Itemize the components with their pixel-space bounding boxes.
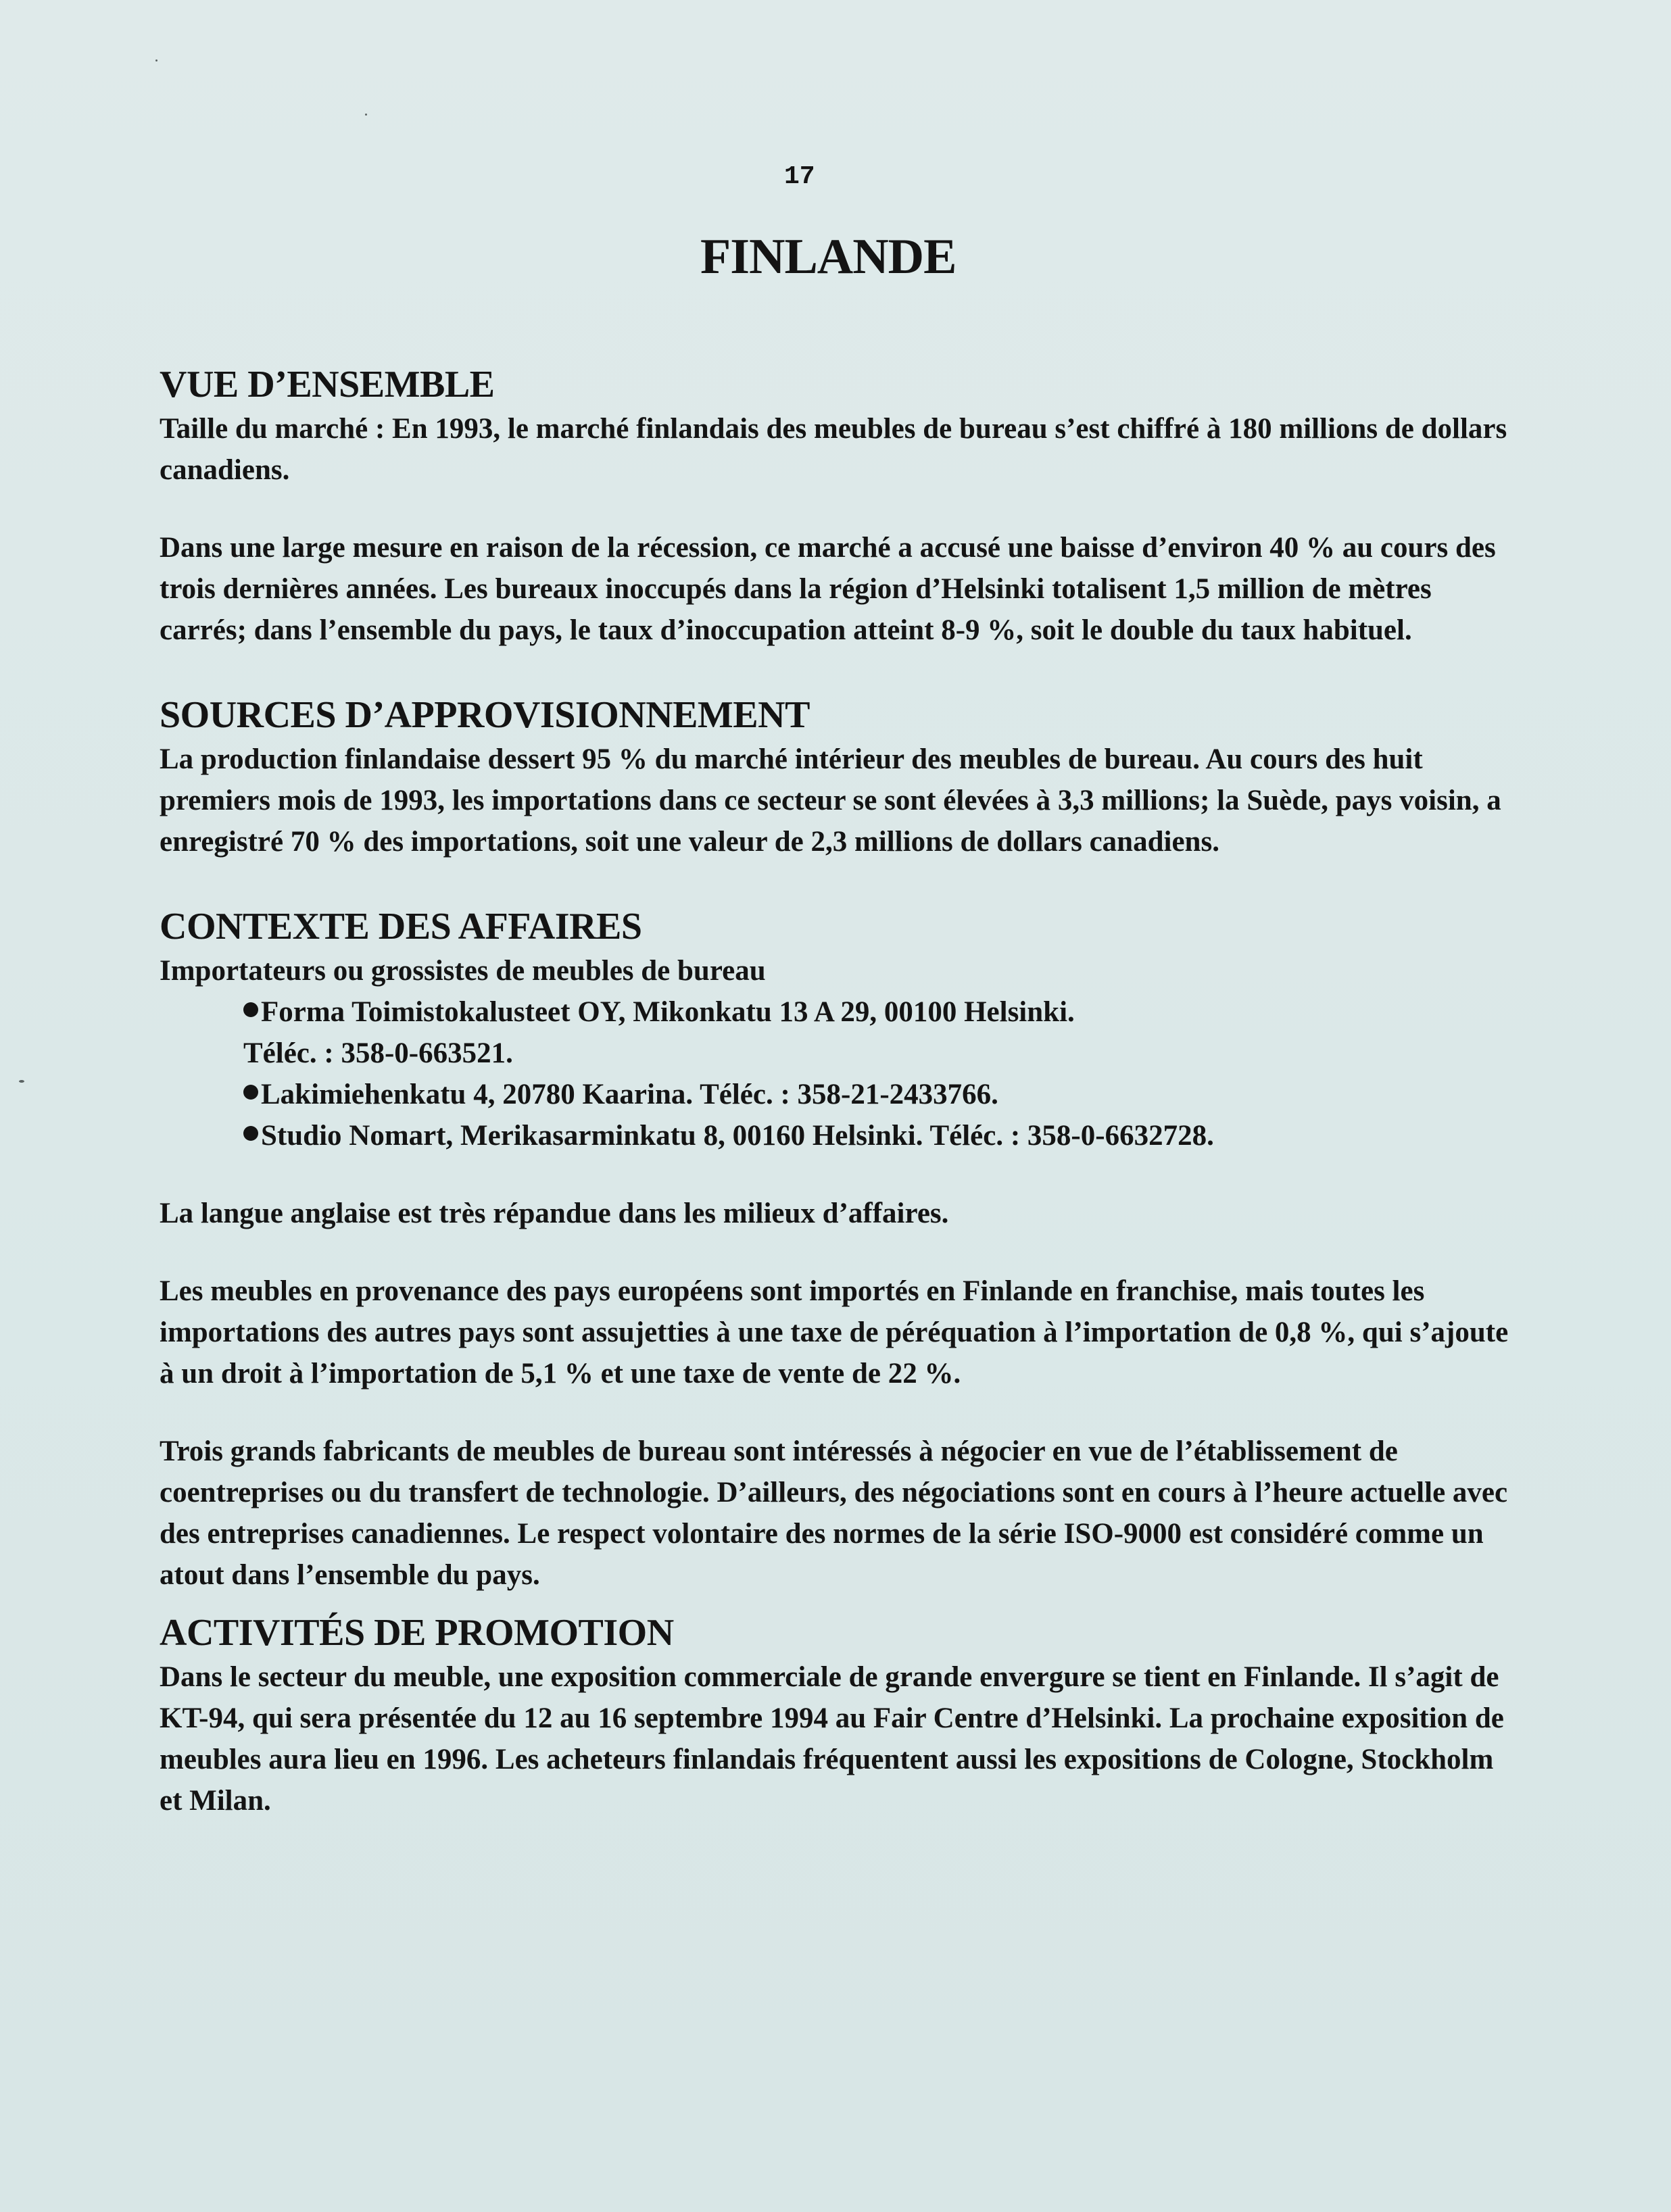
trade-show-paragraph: Dans le secteur du meuble, une exposition commerciale de grande envergure se tient en Finlande. Il s’agit de KT-94, qui sera présentée du 12 au 16 septembre 1994 au Fair Centre d’Helsinki. La prochaine exposition de meubles aura lieu en 1996. Les acheteurs finlandais fréquentent aussi les expositions de Cologne, Stockholm et Milan. [160, 1661, 1504, 1817]
importers-subheading: Importateurs ou grossistes de meubles de bureau [160, 955, 766, 987]
document-body [160, 361, 1518, 1821]
scan-speck [365, 114, 367, 116]
list-item [243, 1074, 1518, 1115]
promotion-section [160, 1609, 1518, 1821]
tariff-paragraph: Les meubles en provenance des pays européens sont importés en Finlande en franchise, mais toutes les importations des autres pays sont assujetties à une taxe de péréquation à l’importation de 0,8 %, qui s’ajoute à un droit à l’importation de 5,1 % et une taxe de vente de 22 %. [160, 1275, 1509, 1390]
overview-section [160, 361, 1518, 651]
scan-speck [19, 1080, 24, 1083]
market-size-paragraph [160, 408, 1518, 491]
market-size-label: Taille du marché : [160, 413, 385, 445]
company-name: Studio Nomart [261, 1120, 446, 1152]
bullet-icon [243, 1126, 258, 1141]
manufacturers-paragraph: Trois grands fabricants de meubles de bureau sont intéressés à négocier en vue de l’établissement de coentreprises ou du transfert de technologie. D’ailleurs, des négociations sont en cours à l’heure actuelle avec des entreprises canadiennes. Le respect volontaire des normes de la série ISO-9000 est considéré comme un atout dans l’ensemble du pays. [160, 1435, 1508, 1591]
list-item [243, 1115, 1518, 1156]
company-name: Forma Toimistokalusteet OY [261, 996, 619, 1028]
page-number: 17 [784, 162, 815, 191]
market-size-text: En 1993, le marché finlandais des meubles de bureau s’est chiffré à 180 millions de dollars canadiens. [160, 413, 1507, 486]
recession-paragraph: Dans une large mesure en raison de la récession, ce marché a accusé une baisse d’environ 40 % au cours des trois dernières années. Les bureaux inoccupés dans la région d’Helsinki totalisent 1,5 million de mètres carrés; dans l’ensemble du pays, le taux d’inoccupation atteint 8-9 %, soit le double du taux habituel. [160, 532, 1496, 646]
list-item [243, 991, 1518, 1074]
section-heading-overview: VUE D’ENSEMBLE [160, 364, 495, 405]
section-heading-supply: SOURCES D’APPROVISIONNEMENT [160, 694, 810, 736]
company-address: , 20780 Kaarina. Téléc. : 358-21-2433766. [487, 1079, 998, 1110]
company-fax: Téléc. : 358-0-663521. [243, 1037, 513, 1069]
scan-speck [155, 59, 158, 62]
company-name: Lakimiehenkatu 4 [261, 1079, 488, 1110]
section-heading-business: CONTEXTE DES AFFAIRES [160, 906, 642, 948]
business-section [160, 903, 1518, 1596]
bullet-icon [243, 1085, 258, 1100]
importers-list [243, 991, 1518, 1156]
production-paragraph: La production finlandaise dessert 95 % du marché intérieur des meubles de bureau. Au cours des huit premiers mois de 1993, les importations dans ce secteur se sont élevées à 3,3 millions; la Suède, pays voisin, a enregistré 70 % des importations, soit une valeur de 2,3 millions de dollars canadiens. [160, 743, 1501, 858]
bullet-icon [243, 1002, 258, 1017]
language-paragraph: La langue anglaise est très répandue dans les milieux d’affaires. [160, 1198, 949, 1229]
section-heading-promotion: ACTIVITÉS DE PROMOTION [160, 1612, 674, 1654]
supply-section [160, 691, 1518, 862]
company-address: , Mikonkatu 13 A 29, 00100 Helsinki. [618, 996, 1075, 1028]
company-address: , Merikasarminkatu 8, 00160 Helsinki. Téléc. : 358-0-6632728. [445, 1120, 1214, 1152]
page-title: FINLANDE [700, 229, 956, 285]
